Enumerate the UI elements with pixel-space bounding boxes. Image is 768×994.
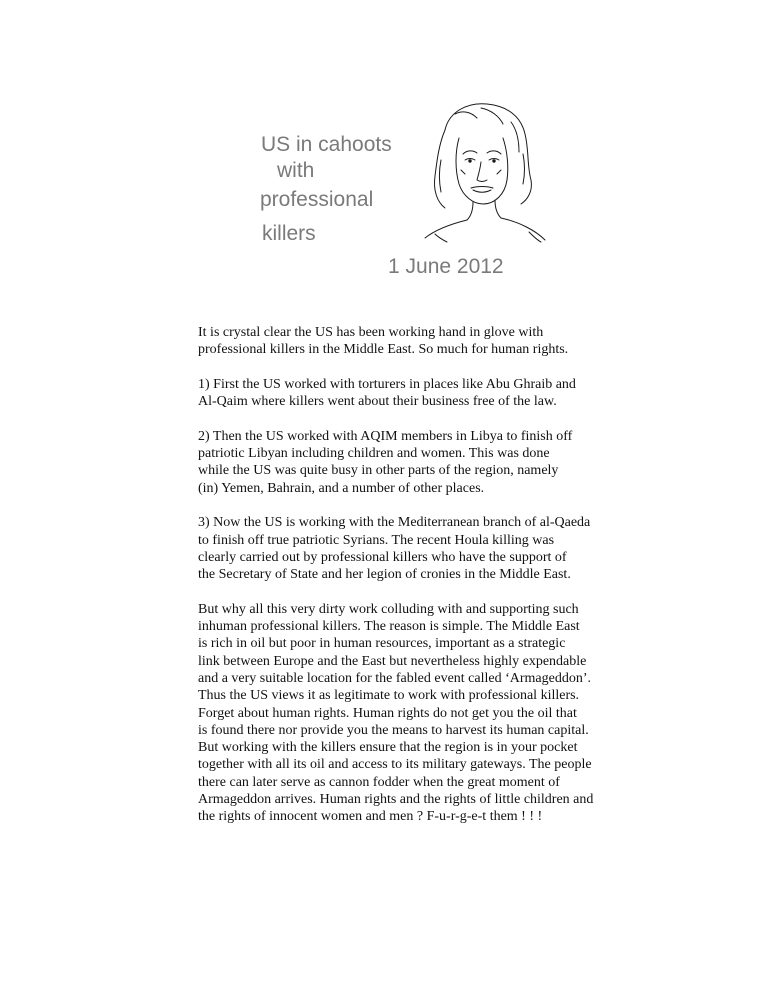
text-line: It is crystal clear the US has been working hand in glove with <box>198 325 544 340</box>
text-line: is rich in oil but poor in human resources, important as a strategic <box>198 636 566 652</box>
title-line-4: killers <box>262 222 316 245</box>
text-line: professional killers in the Middle East. So much for human rights. <box>198 342 569 358</box>
text-line: to finish off true patriotic Syrians. The recent Houla killing was <box>198 532 555 548</box>
text-line: together with all its oil and access to its military gateways. The people <box>198 757 592 773</box>
text-line: inhuman professional killers. The reason is simple. The Middle East <box>198 619 580 635</box>
text-line: and a very suitable location for the fabled event called ‘Armageddon’. <box>198 670 592 686</box>
title-line-3: professional <box>260 188 374 211</box>
text-line: 2) Then the US worked with AQIM members in Libya to finish off <box>198 428 573 444</box>
paragraph-intro <box>198 324 638 359</box>
text-line: Thus the US views it as legitimate to work with professional killers. <box>198 688 580 704</box>
article-body <box>198 324 638 826</box>
title-line-2: with <box>277 159 315 182</box>
text-line: the Secretary of State and her legion of cronies in the Middle East. <box>198 567 571 583</box>
text-line: But why all this very dirty work colluding with and supporting such <box>198 601 579 617</box>
woman-portrait-sketch-icon <box>415 100 555 245</box>
text-line: the rights of innocent women and men ? F-u-r-g-e-t them ! ! ! <box>198 809 543 825</box>
text-line: patriotic Libyan including children and women. This was done <box>198 446 550 462</box>
text-line: there can later serve as cannon fodder when the great moment of <box>198 774 560 790</box>
text-line: clearly carried out by professional killers who have the support of <box>198 549 567 565</box>
text-line: (in) Yemen, Bahrain, and a number of other places. <box>198 480 485 496</box>
paragraph-point-3 <box>198 514 638 583</box>
paragraph-conclusion <box>198 601 638 826</box>
text-line: Armageddon arrives. Human rights and the rights of little children and <box>198 792 594 808</box>
text-line: link between Europe and the East but nevertheless highly expendable <box>198 653 587 669</box>
paragraph-point-1 <box>198 376 638 411</box>
text-line: 3) Now the US is working with the Mediterranean branch of al-Qaeda <box>198 515 591 531</box>
text-line: while the US was quite busy in other parts of the region, namely <box>198 463 559 479</box>
text-line: is found there nor provide you the means to harvest its human capital. <box>198 722 589 738</box>
document-date: 1 June 2012 <box>388 255 504 278</box>
paragraph-point-2 <box>198 428 638 497</box>
title-line-1: US in cahoots <box>261 133 392 156</box>
text-line: 1) First the US worked with torturers in places like Abu Ghraib and <box>198 376 576 392</box>
text-line: But working with the killers ensure that the region is in your pocket <box>198 740 578 756</box>
text-line: Forget about human rights. Human rights do not get you the oil that <box>198 705 577 721</box>
text-line: Al-Qaim where killers went about their business free of the law. <box>198 394 557 410</box>
